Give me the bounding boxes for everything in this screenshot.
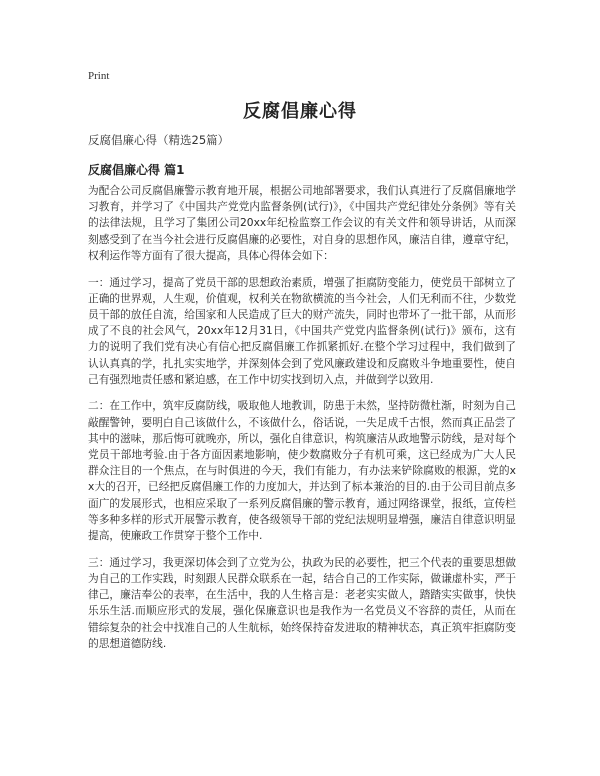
print-label: Print [88, 70, 110, 82]
body-text [88, 183, 516, 662]
section-heading: 反腐倡廉心得 篇1 [88, 163, 185, 177]
document-subtitle: 反腐倡廉心得（精选25篇） [88, 133, 230, 147]
paragraph-intro: 为配合公司反腐倡廉警示教育地开展，根据公司地部署要求，我们认真进行了反腐倡廉地学习教育，并学习了《中国共产党党内监督条例(试行)》，《中国共产党纪律处分条例》等有关的法律法规，且学习了集团公司20xx年纪检监察工作会议的有关文件和领导讲话，从而深刻感受到了在当今社会进行反腐倡廉的必要性，对自身的思想作风，廉洁自律，遵章守纪，权利运作等方面有了很大提高，具体心得体会如下： [88, 184, 516, 262]
paragraph-one: 一：通过学习，提高了党员干部的思想政治素质，增强了拒腐防变能力，使党员干部树立了正确的世界观，人生观，价值观，权利关在物欲横流的当今社会，人们无利而不往，少数党员干部的放任自流，给国家和人民造成了巨大的财产流失，同时也带坏了一批干部，从而形成了不良的社会风气，20xx年12月31日，《中国共产党党内监督条例(试行)》颁布，这有力的说明了我们党有决心有信心把反腐倡廉工作抓紧抓好.在整个学习过程中，我们做到了认认真真的学，扎扎实实地学，并深刻体会到了党风廉政建设和反腐败斗争地重要性，使自己有强烈地责任感和紧迫感，在工作中切实找到切入点，并做到学以致用. [88, 275, 516, 386]
document-title: 反腐倡廉心得 [243, 101, 357, 122]
paragraph-two: 二：在工作中，筑牢反腐防线，吸取他人地教训，防患于未然，坚持防微杜渐，时刻为自己敲醒警钟，要明白自己该做什么，不该做什么，俗话说，一失足成千古恨，然而真正品尝了其中的滋味，那后悔可就晚亦，所以，强化自律意识，构筑廉洁从政地警示防线，是对每个党员干部地考验.由于各方面因素地影响，使少数腐败分子有机可乘，这已经成为广大人民群众注目的一个焦点，在与时俱进的今天，我们有能力，有办法来铲除腐败的根源，党的xx大的召开，已经把反腐倡廉工作的力度加大，并达到了标本兼治的目的.由于公司目前点多面广的发展形式，也相应采取了一系列反腐倡廉的警示教育，通过网络课堂，报纸，宣传栏等多种多样的形式开展警示教育，使各级领导干部的党纪法规明显增强，廉洁自律意识明显提高，使廉政工作贯穿于整个工作中. [88, 399, 516, 543]
paragraph-three: 三：通过学习，我更深切体会到了立党为公，执政为民的必要性，把三个代表的重要思想做为自己的工作实践，时刻跟人民群众联系在一起，结合自己的工作实际，做谦虚朴实，严于律己，廉洁奉公的表率，在生活中，我的人生格言是：老老实实做人，踏踏实实做事，快快乐乐生活.而顺应形式的发展，强化保廉意识也是我作为一名党员义不容辞的责任，从而在错综复杂的社会中找准自己的人生航标，始终保持奋发进取的精神状态，真正筑牢拒腐防变的思想道德防线. [88, 555, 516, 650]
